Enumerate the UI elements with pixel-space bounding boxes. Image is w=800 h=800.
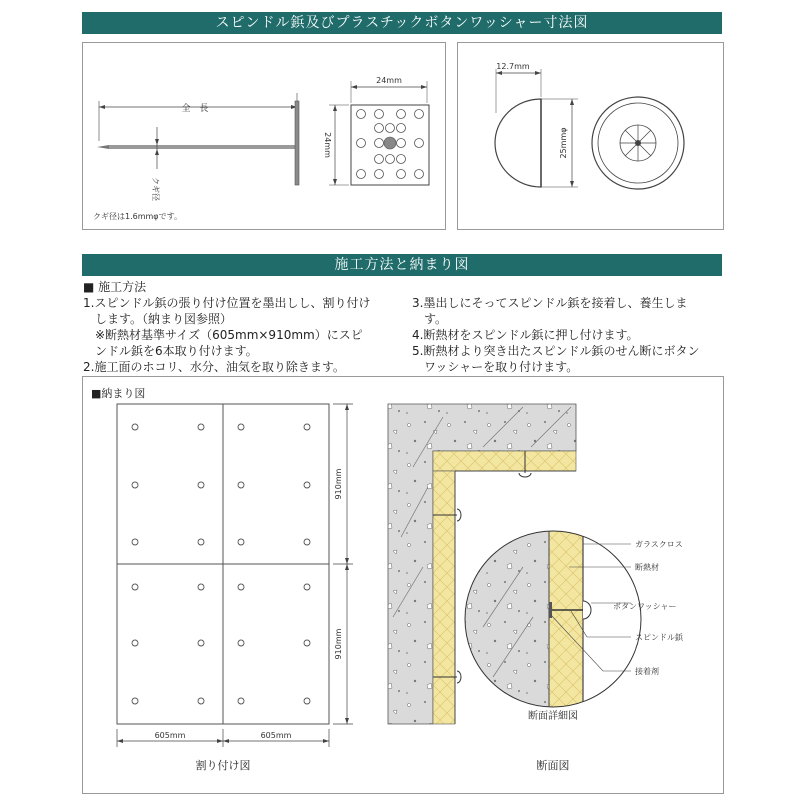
width-left-label: 605mm xyxy=(154,731,186,740)
method-line: 4.断熱材をスピンドル鋲に押し付けます。 xyxy=(412,328,639,342)
installation-drawing xyxy=(83,377,723,793)
method-line: ※断熱材基準サイズ（605mm×910mm）にスピ xyxy=(83,328,363,342)
layout-grid xyxy=(117,404,329,724)
method-line: ンドル鋲を6本取り付けます。 xyxy=(83,344,258,358)
washer-dimension-panel xyxy=(457,42,724,230)
height-top-label: 910mm xyxy=(334,468,343,500)
layout-title: ■納まり図 xyxy=(91,387,146,400)
shank-note: クギ径は1.6mmφです。 xyxy=(93,212,182,221)
pin-dimension-panel xyxy=(82,42,446,230)
pin-drawing xyxy=(83,43,445,229)
label-spindle-pin: スピンドル鋲 xyxy=(635,633,683,642)
method-line: 1.スピンドル鋲の張り付け位置を墨出しし、割り付け xyxy=(83,296,371,310)
method-line: 3.墨出しにそってスピンドル鋲を接着し、養生しま xyxy=(412,296,688,310)
label-glass-cloth: ガラスクロス xyxy=(635,540,683,549)
height-bottom-label: 910mm xyxy=(334,628,343,660)
washer-drawing xyxy=(458,43,723,229)
method-line: ワッシャーを取り付けます。 xyxy=(412,360,579,374)
label-insulation: 断熱材 xyxy=(635,563,659,572)
method-line: します。（納まり図参照） xyxy=(83,312,233,326)
label-adhesive: 接着剤 xyxy=(635,667,659,676)
method-line: 5.断熱材より突き出たスピンドル鋲のせん断にボタン xyxy=(412,344,700,358)
installation-panel xyxy=(82,376,724,794)
plate-height-label: 24mm xyxy=(323,132,332,158)
washer-front-view xyxy=(592,97,684,189)
method-line: 2.施工面のホコリ、水分、油気を取り除きます。 xyxy=(83,360,345,374)
width-right-label: 605mm xyxy=(260,731,292,740)
plate-width-label: 24mm xyxy=(376,76,402,85)
label-button-washer: ボタンワッシャー xyxy=(613,602,677,611)
method-right-column xyxy=(412,295,699,375)
method-banner: 施工方法と納まり図 xyxy=(82,254,722,276)
section-caption: 断面図 xyxy=(536,759,570,772)
dimension-banner: スピンドル鋲及びプラスチックボタンワッシャー寸法図 xyxy=(82,12,722,34)
method-line: す。 xyxy=(412,312,448,326)
detail-caption: 断面詳細図 xyxy=(528,711,578,722)
washer-diameter-label: 25mmφ xyxy=(559,127,568,159)
length-label: 全 長 xyxy=(181,104,209,114)
method-left-column xyxy=(83,279,370,375)
shank-label: クギ径 xyxy=(151,177,160,201)
layout-caption: 割り付け図 xyxy=(195,759,251,772)
method-heading: ■ 施工方法 xyxy=(83,280,147,294)
washer-depth-label: 12.7mm xyxy=(496,62,530,71)
